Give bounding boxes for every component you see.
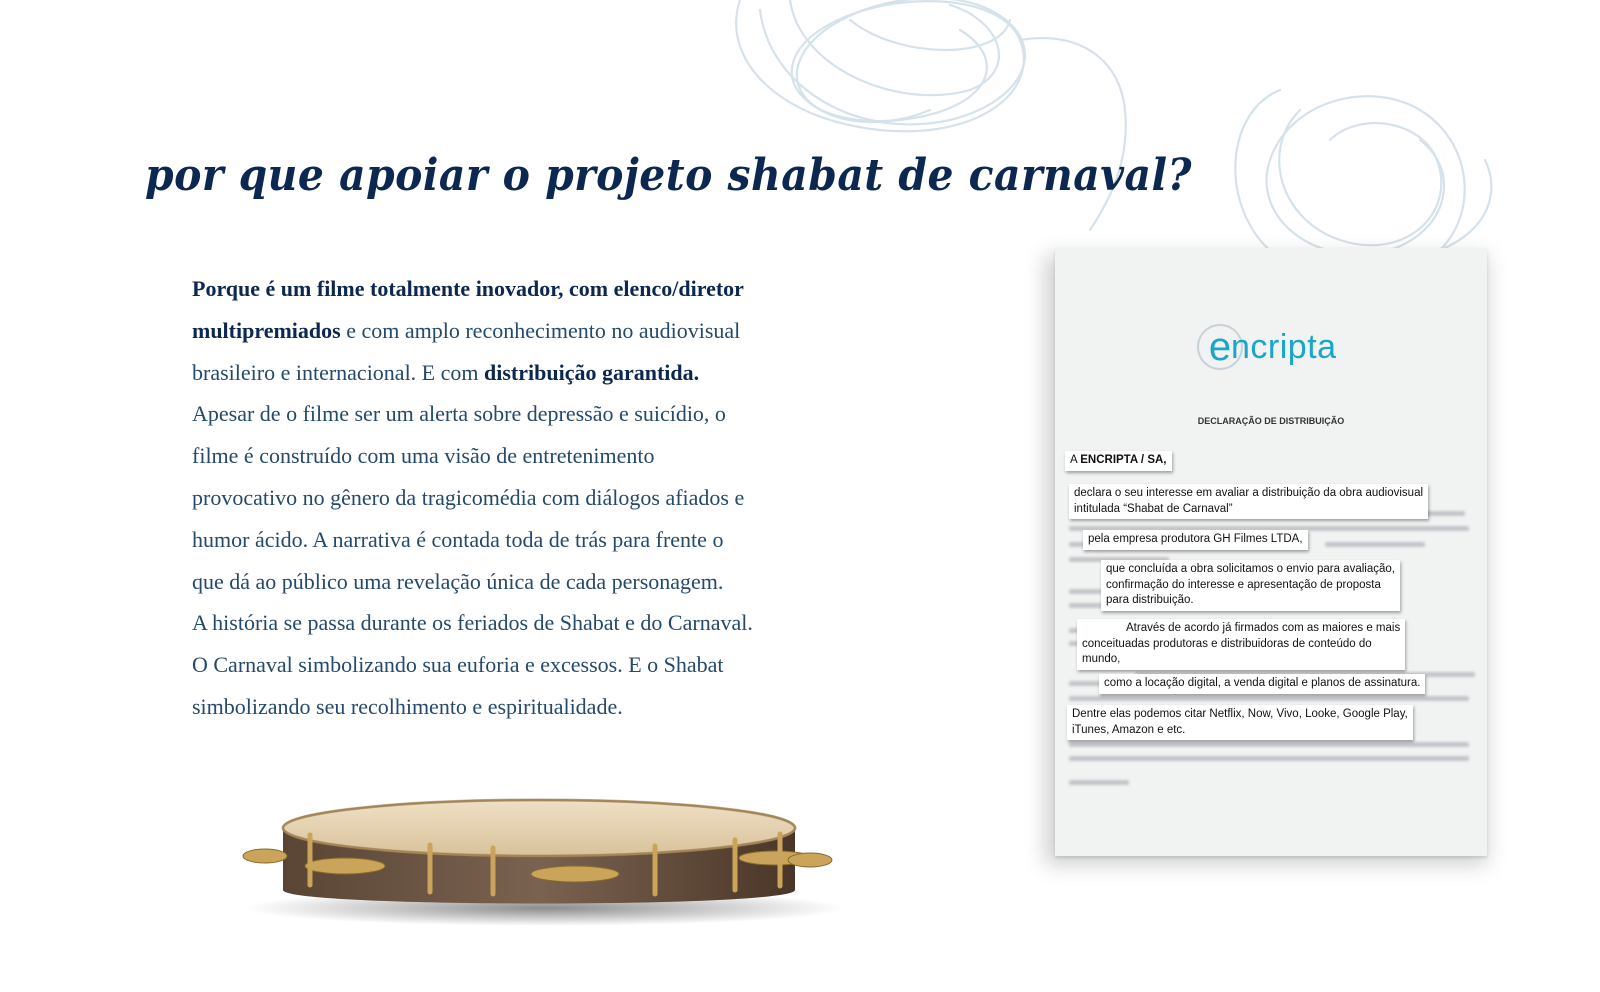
body-line: O Carnaval simbolizando sua euforia e excessos. E o Shabat (192, 652, 724, 678)
body-bold-text: distribuição garantida. (484, 359, 700, 385)
blurred-text-line (1069, 603, 1104, 608)
snippet-line: pela empresa produtora GH Filmes LTDA, (1088, 533, 1303, 545)
body-line: provocativo no gênero da tragicomédia com diálogos afiados e (192, 484, 745, 510)
body-line: humor ácido. A narrativa é contada toda de trás para frente o (192, 526, 724, 552)
highlight-snippet (1067, 705, 1413, 740)
blurred-text-line (1069, 696, 1469, 701)
snippet-line: Dentre elas podemos citar Netflix, Now, Vivo, Looke, Google Play, (1072, 708, 1408, 720)
body-text: e com amplo reconhecimento no audiovisual (340, 317, 741, 343)
body-paragraph (192, 268, 842, 728)
body-line: A história se passa durante os feriados de Shabat e do Carnaval. (192, 610, 753, 636)
snippet-line: conceituadas produtoras e distribuidoras de conteúdo do (1082, 637, 1372, 650)
logo-text: ncripta (1231, 327, 1337, 366)
body-line: Apesar de o filme ser um alerta sobre depressão e suicídio, o (192, 401, 726, 427)
body-line: simbolizando seu recolhimento e espiritualidade. (192, 693, 623, 719)
blurred-text-line (1069, 756, 1469, 761)
snippet-line: como a locação digital, a venda digital e planos de assinatura. (1104, 677, 1421, 689)
snippet-line: intitulada “Shabat de Carnaval” (1074, 502, 1233, 515)
blurred-text-line (1069, 742, 1469, 747)
snippet-line (1082, 621, 1400, 637)
body-text: brasileiro e internacional. E com (192, 359, 484, 385)
encripta-logo (1197, 324, 1337, 370)
logo-mark: e (1197, 324, 1243, 370)
addressee-prefix: A (1070, 454, 1081, 466)
snippet-line: que concluída a obra solicitamos o envio para avaliação, (1106, 563, 1395, 575)
snippet-line: mundo, (1082, 653, 1121, 665)
distribution-letter (1055, 248, 1487, 856)
addressee-highlight (1065, 451, 1172, 471)
tambourine-image (235, 790, 875, 940)
snippet-line: para distribuição. (1106, 594, 1194, 606)
highlight-snippet (1099, 674, 1425, 694)
body-line (192, 310, 842, 352)
snippet-line: iTunes, Amazon e etc. (1072, 723, 1186, 736)
body-bold-text: Porque é um filme totalmente inovador, com elenco/diretor (192, 276, 744, 301)
highlight-snippet (1077, 619, 1405, 670)
highlight-snippet (1083, 530, 1308, 550)
body-line (192, 352, 842, 394)
snippet-line: declara o seu interesse em avaliar a distribuição da obra audiovisual (1074, 487, 1424, 499)
body-bold-text: multipremiados (192, 317, 341, 343)
highlight-snippet (1069, 484, 1428, 519)
highlight-snippet (1101, 560, 1400, 611)
blurred-text-line (1325, 542, 1425, 547)
snippet-text: Através de acordo já firmados com as maiores e mais (1126, 622, 1401, 634)
blurred-text-line (1069, 780, 1129, 785)
page-title: por que apoiar o projeto shabat de carnaval? (145, 150, 1192, 201)
addressee-name: ENCRIPTA / SA, (1080, 454, 1167, 466)
body-line: filme é construído com uma visão de entretenimento (192, 443, 655, 469)
body-line: que dá ao público uma revelação única de cada personagem. (192, 568, 724, 594)
snippet-line: confirmação do interesse e apresentação de proposta (1106, 578, 1381, 591)
document-heading: DECLARAÇÃO DE DISTRIBUIÇÃO (1197, 416, 1345, 426)
body-line (192, 268, 842, 310)
